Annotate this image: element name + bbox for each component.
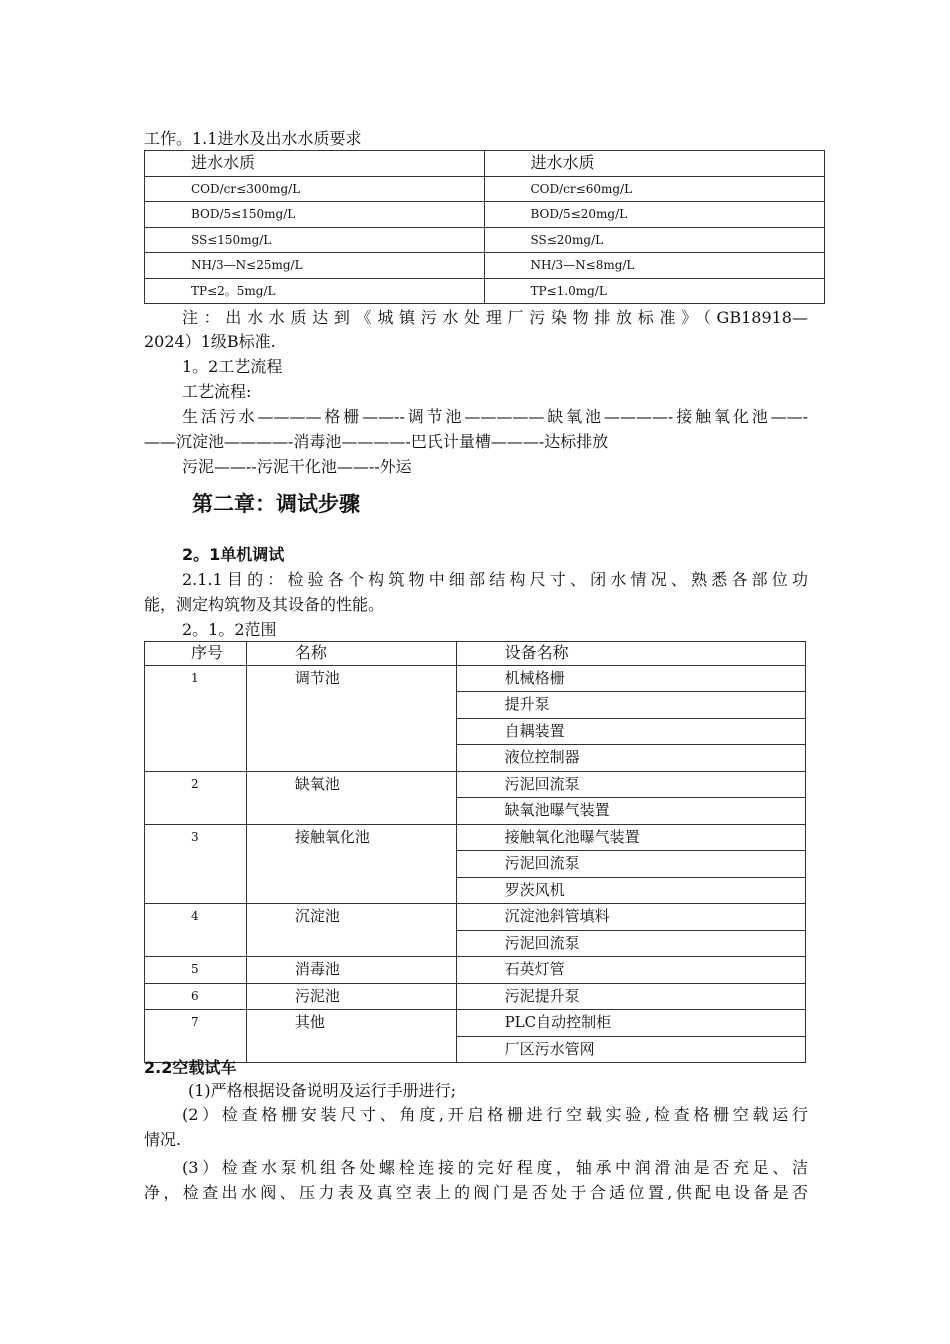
row-no: 3 — [145, 824, 247, 904]
item-3-line-2: 净，检查出水阀、压力表及真空表上的阀门是否处于合适位置,供配电设备是否 — [144, 1183, 808, 1202]
equipment-cell: 缺氧池曝气装置 — [456, 798, 805, 825]
row-no: 5 — [145, 957, 247, 984]
row-no: 4 — [145, 904, 247, 957]
note-line-1: 注：出水水质达到《城镇污水处理厂污染物排放标准》（GB18918— — [182, 308, 808, 327]
table-row — [145, 278, 825, 304]
cell: COD/cr≤300mg/L — [145, 176, 485, 202]
cell: NH/3—N≤8mg/L — [484, 253, 825, 279]
section-title-2-2: 2.2空载试车 — [144, 1058, 237, 1077]
intro-line: 工作。1.1进水及出水水质要求 — [144, 129, 362, 148]
equipment-cell: 厂区污水管网 — [456, 1036, 805, 1063]
row-no: 7 — [145, 1010, 247, 1063]
section-2-1-1-line-2: 能，测定构筑物及其设备的性能。 — [144, 595, 385, 614]
equipment-cell: 机械格栅 — [456, 665, 805, 692]
header-influent: 进水水质 — [145, 151, 485, 177]
cell: TP≤2。5mg/L — [145, 278, 485, 304]
header-name: 名称 — [246, 642, 456, 666]
table-row — [145, 957, 806, 984]
row-name: 其他 — [246, 1010, 456, 1063]
equipment-cell: 污泥提升泵 — [456, 983, 805, 1010]
item-3-line-1: (3）检查水泵机组各处螺栓连接的完好程度，轴承中润滑油是否充足、洁 — [182, 1158, 808, 1177]
header-no: 序号 — [145, 642, 247, 666]
equipment-cell: 接触氧化池曝气装置 — [456, 824, 805, 851]
cell: NH/3—N≤25mg/L — [145, 253, 485, 279]
row-name: 消毒池 — [246, 957, 456, 984]
section-2-1-2: 2。1。2范围 — [182, 620, 277, 639]
equipment-cell: 沉淀池斜管填料 — [456, 904, 805, 931]
row-name: 调节池 — [246, 665, 456, 771]
table-row — [145, 1010, 806, 1037]
process-label: 工艺流程: — [182, 382, 252, 401]
cell: SS≤20mg/L — [484, 227, 825, 253]
row-name: 沉淀池 — [246, 904, 456, 957]
cell: SS≤150mg/L — [145, 227, 485, 253]
table-row — [145, 176, 825, 202]
row-name: 缺氧池 — [246, 771, 456, 824]
equipment-cell: 污泥回流泵 — [456, 851, 805, 878]
cell: TP≤1.0mg/L — [484, 278, 825, 304]
water-quality-table — [144, 150, 825, 304]
section-2-1-1-line-1: 2.1.1目的：检验各个构筑物中细部结构尺寸、闭水情况、熟悉各部位功 — [182, 570, 808, 589]
equipment-cell: 提升泵 — [456, 692, 805, 719]
equipment-table — [144, 641, 806, 1063]
equipment-cell: 污泥回流泵 — [456, 771, 805, 798]
item-2-line-1: (2）检查格栅安装尺寸、角度,开启格栅进行空载实验,检查格栅空载运行 — [182, 1105, 808, 1124]
item-2-line-2: 情况. — [144, 1130, 182, 1149]
table-row — [145, 202, 825, 228]
process-line-3: 污泥——--污泥干化池——--外运 — [182, 457, 412, 476]
item-1: (1)严格根据设备说明及运行手册进行; — [188, 1081, 457, 1100]
row-name: 接触氧化池 — [246, 824, 456, 904]
equipment-cell: 自耦装置 — [456, 718, 805, 745]
section-title-2-1: 2。1单机调试 — [182, 545, 285, 564]
note-line-2: 2024）1级B标准. — [144, 332, 276, 351]
row-no: 1 — [145, 665, 247, 771]
table-row — [145, 983, 806, 1010]
header-effluent: 进水水质 — [484, 151, 825, 177]
equipment-cell: 污泥回流泵 — [456, 930, 805, 957]
table-row — [145, 824, 806, 851]
table-row — [145, 904, 806, 931]
table-row — [145, 665, 806, 692]
process-line-1: 生活污水————格栅——--调节池—————缺氧池————-接触氧化池——- — [182, 407, 808, 426]
row-name: 污泥池 — [246, 983, 456, 1010]
process-line-2: ——沉淀池————-消毒池————-巴氏计量槽———-达标排放 — [144, 432, 609, 451]
equipment-cell: 罗茨风机 — [456, 877, 805, 904]
chapter-title: 第二章：调试步骤 — [192, 492, 360, 516]
table-row — [145, 227, 825, 253]
equipment-cell: 石英灯管 — [456, 957, 805, 984]
row-no: 2 — [145, 771, 247, 824]
cell: BOD/5≤20mg/L — [484, 202, 825, 228]
row-no: 6 — [145, 983, 247, 1010]
header-equipment: 设备名称 — [456, 642, 805, 666]
table-row — [145, 771, 806, 798]
cell: COD/cr≤60mg/L — [484, 176, 825, 202]
equipment-cell: 液位控制器 — [456, 745, 805, 772]
table-header-row — [145, 642, 806, 666]
table-row — [145, 253, 825, 279]
process-heading: 1。2工艺流程 — [182, 357, 283, 376]
table-header-row — [145, 151, 825, 177]
equipment-cell: PLC自动控制柜 — [456, 1010, 805, 1037]
cell: BOD/5≤150mg/L — [145, 202, 485, 228]
